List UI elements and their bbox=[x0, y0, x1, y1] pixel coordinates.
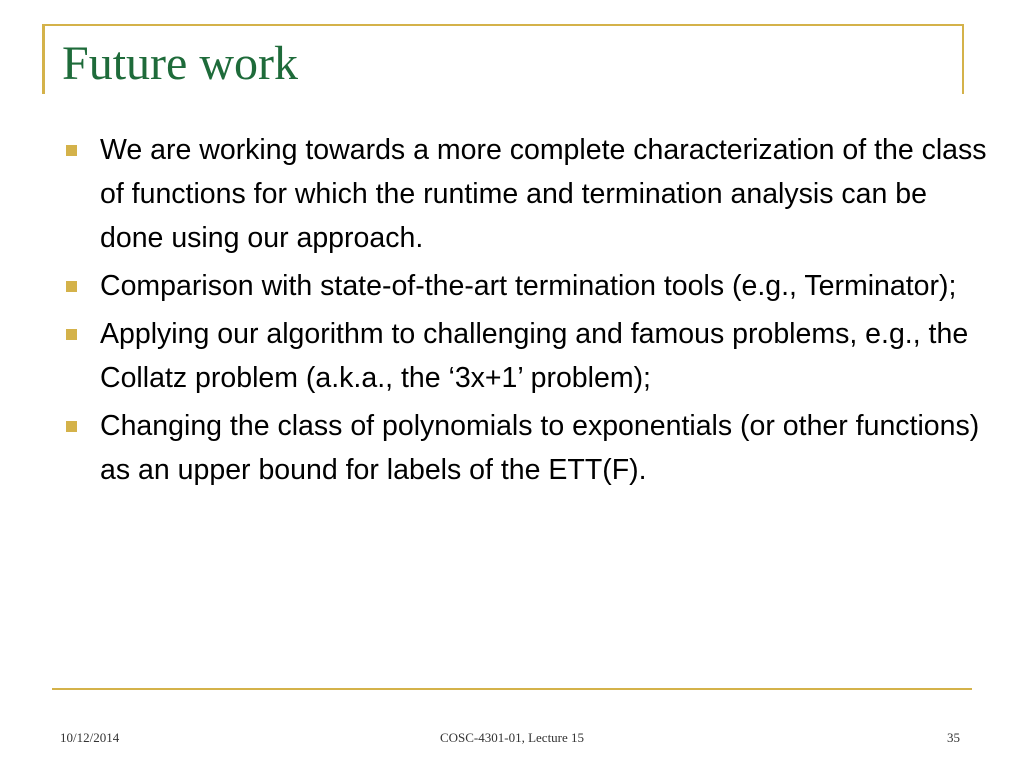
bullet-text: Applying our algorithm to challenging and famous problems, e.g., the Collatz problem (a.k.a., the ‘3x+1’ problem); bbox=[100, 318, 969, 394]
bullet-item bbox=[62, 312, 992, 400]
bullet-item bbox=[62, 264, 992, 308]
footer-divider bbox=[52, 688, 972, 690]
bullet-item bbox=[62, 404, 992, 492]
slide-title: Future work bbox=[62, 37, 298, 90]
footer-date: 10/12/2014 bbox=[60, 730, 120, 745]
square-bullet-icon bbox=[66, 421, 77, 432]
bullet-text: We are working towards a more complete characterization of the class of functions for which the runtime and termination analysis can be done using our approach. bbox=[100, 134, 987, 254]
footer-course-label: COSC-4301-01, Lecture 15 bbox=[439, 730, 585, 745]
bullet-text: Comparison with state-of-the-art termination tools (e.g., Terminator); bbox=[100, 270, 957, 302]
title-frame-right-line bbox=[962, 24, 964, 94]
square-bullet-icon bbox=[66, 329, 77, 340]
page-number: 35 bbox=[947, 730, 960, 745]
bullet-text: Changing the class of polynomials to exponentials (or other functions) as an upper bound for labels of the ETT(F). bbox=[100, 410, 980, 486]
bullet-list bbox=[62, 128, 992, 496]
title-frame-left-line bbox=[42, 24, 45, 94]
square-bullet-icon bbox=[66, 145, 77, 156]
bullet-item bbox=[62, 128, 992, 260]
title-frame-top-line bbox=[42, 24, 964, 26]
square-bullet-icon bbox=[66, 281, 77, 292]
